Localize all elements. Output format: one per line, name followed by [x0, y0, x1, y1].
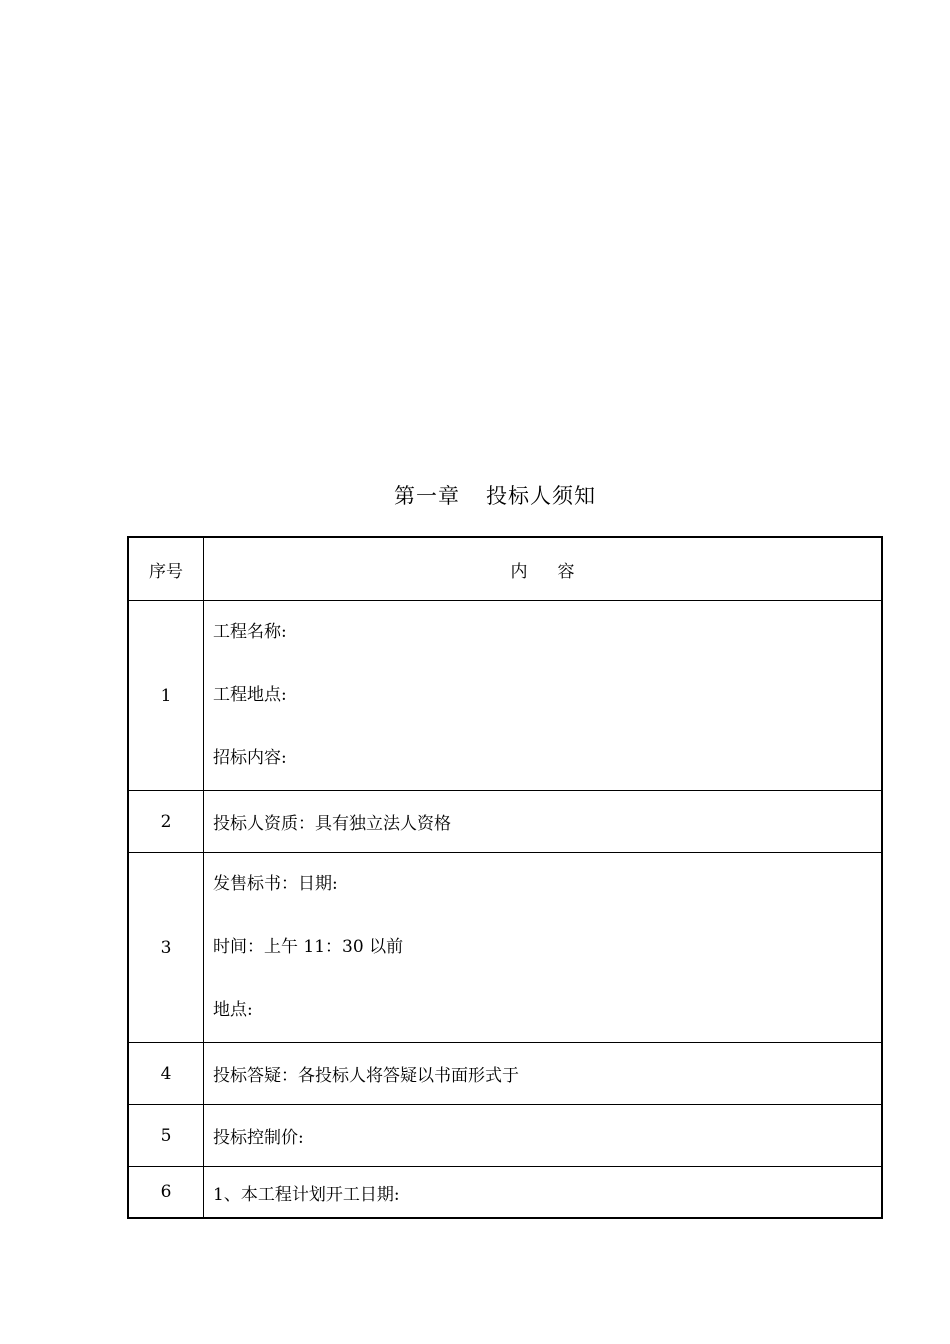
chapter-name: 投标人须知 [486, 484, 596, 508]
table-row [128, 791, 882, 853]
row-line: 招标内容: [213, 748, 287, 768]
table-row [128, 601, 882, 791]
row-line: 发售标书：日期: [213, 874, 338, 894]
row-content: 投标答疑：各投标人将答疑以书面形式于 [204, 1043, 883, 1105]
row-line: 工程名称: [213, 622, 287, 642]
row-line: 时间：上午 11：30 以前 [213, 937, 404, 957]
row-number: 1 [128, 601, 204, 791]
row-number: 6 [128, 1167, 204, 1219]
row-content: 投标控制价: [204, 1105, 883, 1167]
table-row [128, 1167, 882, 1219]
row-line: 地点: [213, 1000, 253, 1020]
row-content: 1、本工程计划开工日期: [204, 1167, 883, 1219]
row-content [204, 853, 883, 1043]
chapter-number: 第一章 [394, 484, 460, 508]
header-serial-number: 序号 [128, 537, 204, 601]
table-row [128, 1043, 882, 1105]
chapter-title [0, 480, 950, 510]
row-content: 投标人资质：具有独立法人资格 [204, 791, 883, 853]
row-number: 3 [128, 853, 204, 1043]
row-number: 2 [128, 791, 204, 853]
table-row [128, 853, 882, 1043]
table-header-row [128, 537, 882, 601]
table-row [128, 1105, 882, 1167]
row-number: 4 [128, 1043, 204, 1105]
row-line: 工程地点: [213, 685, 287, 705]
row-number: 5 [128, 1105, 204, 1167]
header-content: 内 容 [204, 537, 883, 601]
bidder-notice-table [127, 536, 883, 1219]
row-content [204, 601, 883, 791]
